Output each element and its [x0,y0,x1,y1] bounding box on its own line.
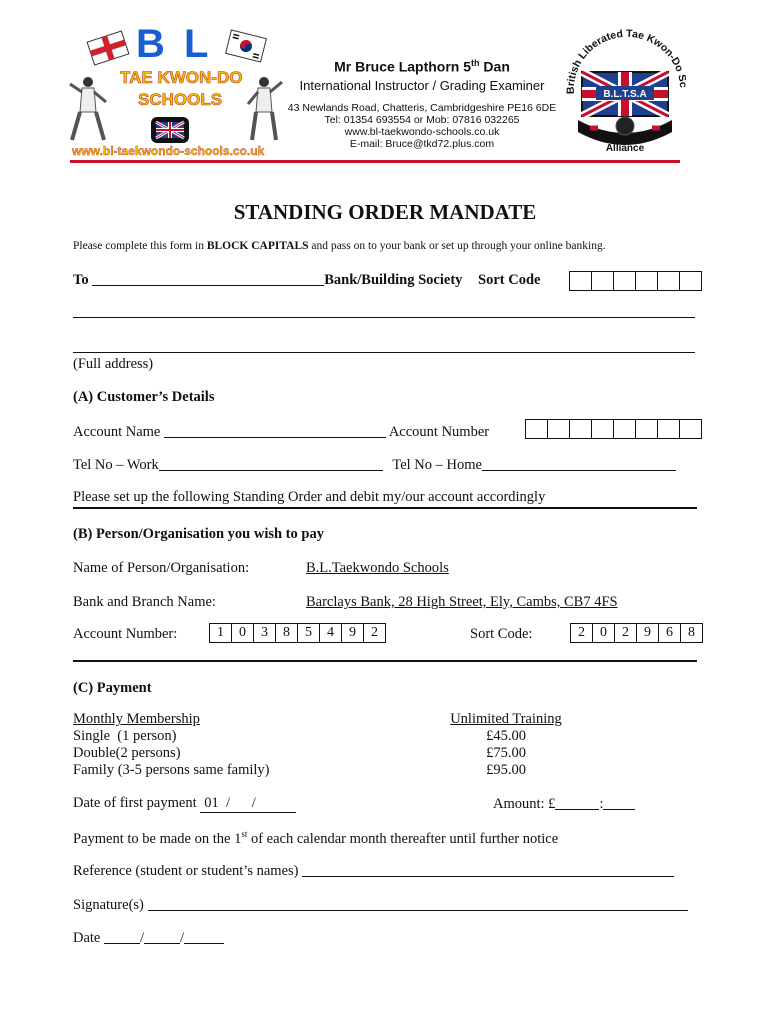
account-name-row [73,423,489,441]
digit-box: 4 [320,624,342,642]
acc-no-label: Account Number: [73,626,178,642]
membership-heading: Monthly Membership [73,711,200,727]
logo-title: B L [136,22,213,66]
customer-account-number-boxes[interactable] [525,419,702,439]
section-a-heading: (A) Customer’s Details [73,389,215,405]
sort-label: Sort Code: [470,626,533,642]
setup-instruction: Please set up the following Standing Order and debit my/our account accordingly [73,489,546,505]
to-label: To [73,272,89,288]
tel-work-field[interactable] [159,456,383,471]
instructor-rank: Dan [479,58,510,75]
payee-value: B.L.Taekwondo Schools [306,560,449,576]
sort-box[interactable] [614,272,636,290]
digit-box: 6 [659,624,681,642]
tel-line: Tel: 01354 693554 or Mob: 07816 032265 [324,113,520,126]
digit-box: 8 [276,624,298,642]
first-payment-field[interactable]: 01 / / [200,795,296,813]
acc-box[interactable] [658,420,680,438]
amount-row [493,795,635,813]
account-name-label: Account Name [73,424,161,440]
martial-artist-left-icon [68,74,108,144]
digit-box: 8 [688,625,695,640]
to-row [73,271,540,289]
training-column [440,711,572,779]
amount-pence-field[interactable] [603,795,635,810]
union-jack-badge-icon [150,116,190,144]
email-line[interactable]: E-mail: Bruce@tkd72.plus.com [349,137,495,150]
date-day-field[interactable] [104,929,140,944]
digit-box: 2 [571,624,593,642]
address-line: 43 Newlands Road, Chatteris, Cambridgeshire PE16 6DE [287,101,557,114]
membership-row: Single (1 person) [73,728,177,744]
sort-box[interactable] [680,272,701,290]
signature-row [73,896,688,914]
sort-code-label: Sort Code [478,272,541,288]
date-row [73,929,224,947]
acc-box[interactable] [614,420,636,438]
payment-note-part-1: Payment to be made on the 1 [73,830,242,847]
bank-label: Bank/Building Society [324,272,463,288]
acc-box[interactable] [636,420,658,438]
customer-bank-sort-code-boxes[interactable] [569,271,702,291]
training-price: £45.00 [486,728,526,744]
address-line-1[interactable] [73,317,695,318]
logo-url[interactable]: www.bl-taekwondo-schools.co.uk [72,144,265,158]
first-payment-row [73,795,296,813]
intro-text [73,240,606,252]
digit-box: 0 [232,624,254,642]
first-payment-label: Date of first payment [73,795,197,811]
acc-box[interactable] [592,420,614,438]
web-line[interactable]: www.bl-taekwondo-schools.co.uk [344,125,500,138]
sort-box[interactable] [592,272,614,290]
training-price: £95.00 [486,762,526,778]
digit-box: 3 [254,624,276,642]
address-line-2[interactable] [73,352,695,353]
reference-label: Reference (student or student’s names) [73,863,299,879]
emblem-badge-text: B.L.T.S.A [603,89,647,100]
account-name-field[interactable] [164,423,386,438]
section-c-heading: (C) Payment [73,680,152,696]
membership-column [73,711,270,779]
tel-work-label: Tel No – Work [73,457,159,473]
date-label: Date [73,930,101,946]
instructor-name [282,58,562,75]
acc-box[interactable] [526,420,548,438]
logo-subtitle-1: TAE KWON-DO [120,68,243,87]
amount-pounds-field[interactable] [555,795,599,810]
intro-part-1: Please complete this form in [73,240,207,252]
date-separator: / [140,930,145,946]
emblem-alliance-text: Alliance [605,143,645,154]
acc-box[interactable] [680,420,701,438]
tel-home-label: Tel No – Home [392,457,482,473]
digit-box: 2 [615,624,637,642]
digit-box: 5 [298,624,320,642]
digit-box: 2 [371,625,378,640]
section-b-heading: (B) Person/Organisation you wish to pay [73,526,324,542]
payment-note [73,829,558,848]
payment-note-part-2: of each calendar month thereafter until further notice [247,830,559,847]
reference-field[interactable] [302,862,674,877]
emblem-arc-text: British Liberated Tae Kwon-Do [564,27,686,95]
full-address-label: (Full address) [73,356,154,372]
digit-box: 0 [593,624,615,642]
tel-row [73,456,676,474]
korea-flag-icon [224,28,268,64]
amount-separator: : [599,796,604,812]
acc-box[interactable] [548,420,570,438]
intro-part-2: and pass on to your bank or set up through your online banking. [308,240,606,252]
blsa-emblem-icon [560,24,686,160]
section-divider-a [73,507,697,509]
sort-box[interactable] [570,272,592,290]
training-heading: Unlimited Training [450,711,562,727]
digit-box: 9 [342,624,364,642]
signature-label: Signature(s) [73,897,144,913]
england-flag-icon [86,30,130,66]
section-divider-b [73,660,697,662]
contact-block [282,58,562,150]
date-month-field[interactable] [144,929,180,944]
logo-subtitle-2: SCHOOLS [138,90,223,109]
branch-value: Barclays Bank, 28 High Street, Ely, Cambs, CB7 4FS [306,594,618,610]
date-year-field[interactable] [184,929,224,944]
right-logo [560,24,686,160]
amount-label: Amount: £ [493,796,556,812]
membership-row: Double(2 persons) [73,745,181,761]
intro-emphasis: BLOCK CAPITALS [206,240,309,252]
martial-artist-right-icon [244,74,284,144]
page-title: STANDING ORDER MANDATE [233,200,537,224]
payee-label: Name of Person/Organisation: [73,560,250,576]
branch-label: Bank and Branch Name: [73,594,216,610]
date-separator: / [180,930,185,946]
instructor-role: International Instructor / Grading Examiner [299,77,545,93]
payment-note-sup: st [241,829,248,839]
digit-box: 1 [210,624,232,642]
payee-sort-code-boxes [570,623,703,643]
acc-box[interactable] [570,420,592,438]
account-number-label: Account Number [388,424,490,440]
tel-home-field[interactable] [482,456,676,471]
sort-box[interactable] [636,272,658,290]
reference-row [73,862,674,880]
digit-box: 9 [637,624,659,642]
training-price: £75.00 [486,745,526,761]
signature-field[interactable] [148,896,688,911]
bank-name-field[interactable] [92,271,324,286]
header-divider [70,160,680,163]
sort-box[interactable] [658,272,680,290]
instructor-text: Mr Bruce Lapthorn 5 [334,58,472,75]
left-logo [66,22,281,162]
membership-row: Family (3-5 persons same family) [73,762,270,778]
payee-account-number-boxes [209,623,386,643]
instructor-sup: th [471,58,480,68]
